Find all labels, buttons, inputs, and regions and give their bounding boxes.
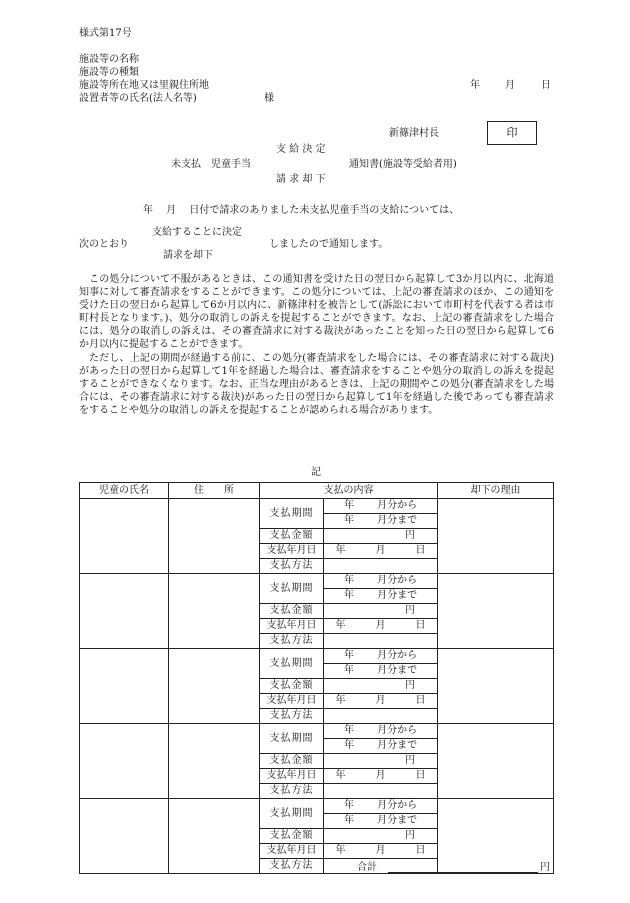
period-from: 年 月分から: [324, 649, 438, 664]
period-to: 年 月分まで: [324, 514, 438, 529]
table-row: [80, 499, 554, 514]
period-from: 年 月分から: [324, 724, 438, 739]
child-name-cell[interactable]: [80, 499, 169, 574]
total-yen: 円: [540, 862, 550, 873]
rejection-reason-cell[interactable]: [438, 799, 554, 874]
pay-date-value: 年 月 日: [324, 769, 438, 784]
method-label: 支払方法: [260, 559, 324, 574]
child-name-cell[interactable]: [80, 649, 169, 724]
method-value[interactable]: [324, 784, 438, 799]
period-to: 年 月分まで: [324, 589, 438, 604]
title-bottom: 請 求 却 下: [276, 174, 326, 185]
child-name-cell[interactable]: [80, 799, 169, 874]
pay-date-value: 年 月 日: [324, 619, 438, 634]
period-label: 支払期間: [260, 574, 324, 604]
total-underline: [388, 871, 538, 873]
decision-suffix: しましたので通知します。: [269, 239, 389, 250]
amount-label: 支払金額: [260, 529, 324, 544]
amount-yen: 円: [324, 529, 438, 544]
amount-yen: 円: [324, 754, 438, 769]
method-label: 支払方法: [260, 859, 324, 874]
address-cell[interactable]: [169, 799, 260, 874]
founder-name-label: 設置者等の氏名(法人名等): [79, 93, 197, 104]
period-label: 支払期間: [260, 649, 324, 679]
amount-label: 支払金額: [260, 829, 324, 844]
title-top: 支 給 決 定: [276, 144, 326, 155]
decision-option-1: 支給することに決定: [152, 227, 242, 238]
method-label: 支払方法: [260, 784, 324, 799]
table-row: [80, 649, 554, 664]
period-label: 支払期間: [260, 499, 324, 529]
rejection-reason-cell[interactable]: [438, 574, 554, 649]
facility-type-label: 施設等の種類: [79, 67, 139, 78]
facility-name-label: 施設等の名称: [79, 54, 139, 65]
table-row: [80, 724, 554, 739]
method-value[interactable]: [324, 634, 438, 649]
appeal-paragraph-1: この処分について不服があるときは、この通知書を受けた日の翌日から起算して3か月以内に、北海道知事に対して審査請求をすることができます。この処分については、上記の審査請求のほか、この通知を受けた日の翌日から起算して6か月以内に、新篠津村を被告として(訴訟において市町村を代表する者は市町村長となります。)、処分の取消しの訴えを提起することができます。なお、上記の審査請求をした場合には、処分の取消しの訴えは、その審査請求に対する裁決があったことを知った日の翌日から起算して6か月以内に提起することができます。: [79, 274, 554, 351]
pay-date-value: 年 月 日: [324, 844, 438, 859]
pay-date-value: 年 月 日: [324, 694, 438, 709]
method-label: 支払方法: [260, 709, 324, 724]
ki-mark: 記: [311, 467, 321, 478]
total-label: 合計: [357, 862, 377, 873]
col-payment-content: 支払の内容: [260, 483, 438, 499]
method-value[interactable]: [324, 559, 438, 574]
amount-yen: 円: [324, 829, 438, 844]
method-value[interactable]: [324, 709, 438, 724]
date-year: 年: [470, 80, 480, 91]
date-month: 月: [505, 80, 515, 91]
period-to: 年 月分まで: [324, 739, 438, 754]
rejection-reason-cell[interactable]: [438, 724, 554, 799]
col-address: 住 所: [169, 483, 260, 499]
amount-label: 支払金額: [260, 679, 324, 694]
pay-date-label: 支払年月日: [260, 769, 324, 784]
col-rejection-reason: 却下の理由: [438, 483, 554, 499]
amount-label: 支払金額: [260, 604, 324, 619]
period-to: 年 月分まで: [324, 814, 438, 829]
table-row: [80, 574, 554, 589]
decision-prefix: 次のとおり: [79, 239, 129, 250]
address-cell[interactable]: [169, 724, 260, 799]
sama-suffix: 様: [264, 93, 274, 104]
seal-box: 印: [487, 121, 537, 145]
payment-table: [79, 482, 554, 874]
appeal-paragraph-2: ただし、上記の期間が経過する前に、この処分(審査請求をした場合には、その審査請求に対する裁決)があった日の翌日から起算して1年を経過した場合は、審査請求をすることや処分の取消しの訴えを提起することができなくなります。なお、正当な理由があるときは、上記の期間やこの処分(審査請求をした場合には、その審査請求に対する裁決)があった日の翌日から起算して1年を経過した後であっても審査請求をすることや処分の取消しの訴えを提起することが認められる場合があります。: [79, 352, 554, 416]
form-number: 様式第17号: [79, 28, 132, 39]
facility-address-label: 施設等所在地又は里親住所地: [79, 80, 209, 91]
address-cell[interactable]: [169, 574, 260, 649]
period-from: 年 月分から: [324, 799, 438, 814]
method-label: 支払方法: [260, 634, 324, 649]
title-left: 未支払 児童手当: [171, 159, 251, 170]
pay-date-label: 支払年月日: [260, 694, 324, 709]
period-label: 支払期間: [260, 724, 324, 754]
decision-option-2: 請求を却下: [163, 250, 213, 261]
period-to: 年 月分まで: [324, 664, 438, 679]
rejection-reason-cell[interactable]: [438, 649, 554, 724]
child-name-cell[interactable]: [80, 724, 169, 799]
table-row: [80, 799, 554, 814]
issuer-name: 新篠津村長: [389, 128, 439, 139]
period-from: 年 月分から: [324, 574, 438, 589]
address-cell[interactable]: [169, 499, 260, 574]
pay-date-label: 支払年月日: [260, 544, 324, 559]
period-from: 年 月分から: [324, 499, 438, 514]
amount-label: 支払金額: [260, 754, 324, 769]
title-right: 通知書(施設等受給者用): [349, 159, 457, 170]
appeal-notice: [79, 273, 554, 417]
pay-date-label: 支払年月日: [260, 619, 324, 634]
intro-line: 年 月 日付で請求のありました未支払児童手当の支給については、: [143, 205, 460, 216]
child-name-cell[interactable]: [80, 574, 169, 649]
pay-date-label: 支払年月日: [260, 844, 324, 859]
pay-date-value: 年 月 日: [324, 544, 438, 559]
amount-yen: 円: [324, 679, 438, 694]
table-header-row: [80, 483, 554, 499]
date-day: 日: [541, 80, 551, 91]
col-child-name: 児童の氏名: [80, 483, 169, 499]
address-cell[interactable]: [169, 649, 260, 724]
amount-yen: 円: [324, 604, 438, 619]
rejection-reason-cell[interactable]: [438, 499, 554, 574]
period-label: 支払期間: [260, 799, 324, 829]
